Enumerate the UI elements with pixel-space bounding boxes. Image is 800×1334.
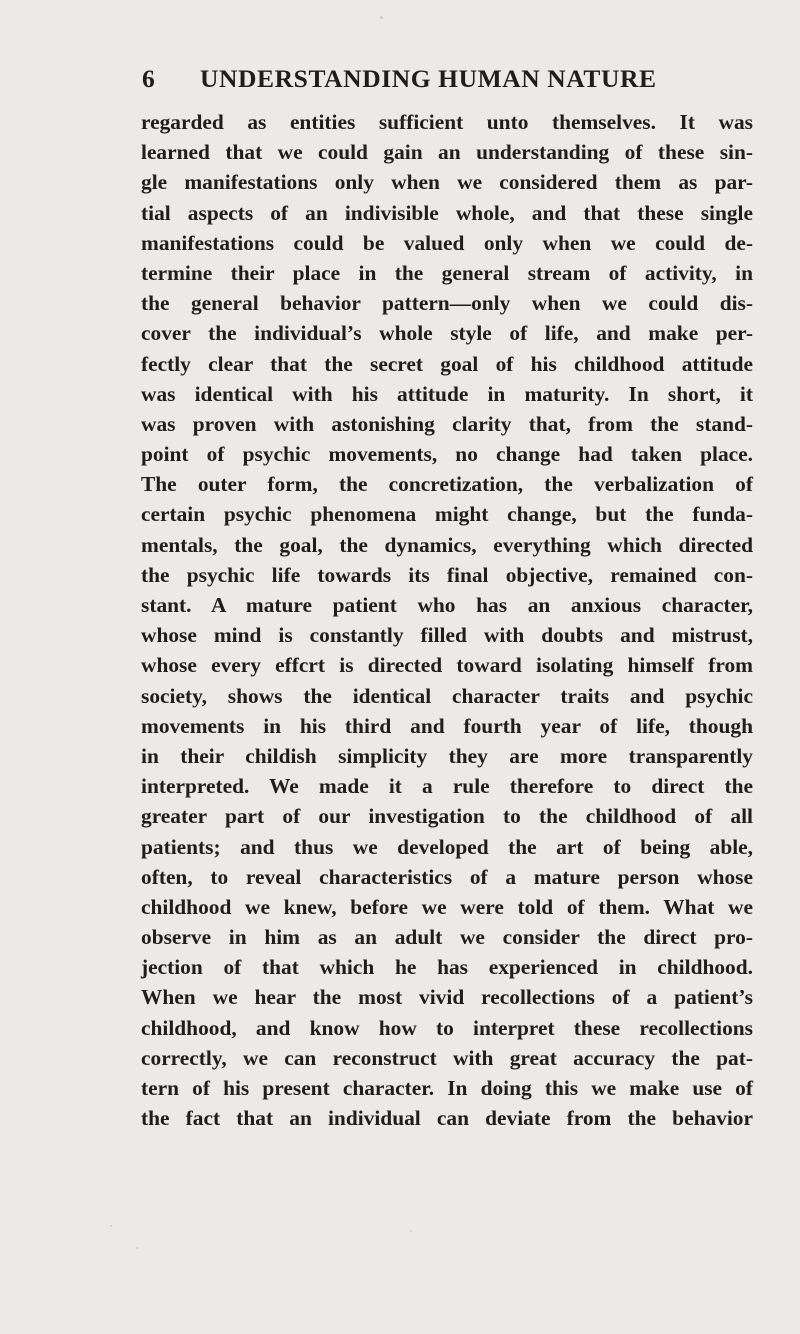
- text-line: society, shows the identical character traits and psychic: [141, 683, 753, 708]
- text-line: whose every effcrt is directed toward isolating himself from: [141, 653, 753, 678]
- text-line: was identical with his attitude in maturity. In short, it: [141, 381, 753, 406]
- text-line: learned that we could gain an understanding of these sin-: [141, 140, 753, 165]
- text-line: patients; and thus we developed the art of being able,: [141, 834, 753, 859]
- body-text: [141, 107, 753, 1133]
- text-line: jection of that which he has experienced in childhood.: [141, 955, 753, 980]
- text-line: tial aspects of an indivisible whole, and that these single: [141, 200, 753, 225]
- text-line: in their childish simplicity they are more transparently: [141, 743, 753, 768]
- text-line: cover the individual’s whole style of life, and make per-: [141, 321, 753, 346]
- running-title: UNDERSTANDING HUMAN NATURE: [200, 64, 657, 93]
- text-line: observe in him as an adult we consider the direct pro-: [141, 925, 753, 950]
- text-line: When we hear the most vivid recollections of a patient’s: [141, 985, 753, 1010]
- text-line: was proven with astonishing clarity that, from the stand-: [141, 411, 753, 436]
- text-line: tern of his present character. In doing this we make use of: [141, 1076, 753, 1100]
- text-line: termine their place in the general stream of activity, in: [141, 260, 753, 285]
- text-line: the general behavior pattern—only when we could dis-: [141, 291, 753, 316]
- text-line: whose mind is constantly filled with doubts and mistrust,: [141, 623, 753, 648]
- text-line: childhood, and know how to interpret these recollections: [141, 1015, 753, 1040]
- text-line: the fact that an individual can deviate from the behavior: [141, 1106, 753, 1131]
- text-line: The outer form, the concretization, the verbalization of: [141, 472, 753, 497]
- text-line: point of psychic movements, no change had taken place.: [141, 442, 753, 467]
- text-line: gle manifestations only when we considered them as par-: [141, 170, 753, 195]
- page-header: [142, 64, 742, 104]
- text-line: certain psychic phenomena might change, but the funda-: [141, 502, 753, 527]
- text-line: stant. A mature patient who has an anxious character,: [141, 593, 753, 617]
- text-line: correctly, we can reconstruct with great accuracy the pat-: [141, 1045, 753, 1070]
- text-line: often, to reveal characteristics of a mature person whose: [141, 864, 753, 889]
- text-line: manifestations could be valued only when we could de-: [141, 230, 753, 255]
- text-line: regarded as entities sufficient unto themselves. It was: [141, 110, 753, 134]
- text-line: the psychic life towards its final objective, remained con-: [141, 562, 753, 587]
- text-line: mentals, the goal, the dynamics, everything which directed: [141, 532, 753, 557]
- text-line: movements in his third and fourth year of life, though: [141, 713, 753, 738]
- text-line: greater part of our investigation to the childhood of all: [141, 804, 753, 829]
- text-line: fectly clear that the secret goal of his childhood attitude: [141, 351, 753, 376]
- paper-speck: [380, 16, 383, 19]
- paper-speck: [410, 1230, 412, 1232]
- page-number: 6: [142, 64, 156, 93]
- text-line: interpreted. We made it a rule therefore to direct the: [141, 774, 753, 799]
- text-line: childhood we knew, before we were told of them. What we: [141, 894, 753, 919]
- paper-speck: [110, 1225, 112, 1227]
- paper-speck: [136, 1247, 138, 1249]
